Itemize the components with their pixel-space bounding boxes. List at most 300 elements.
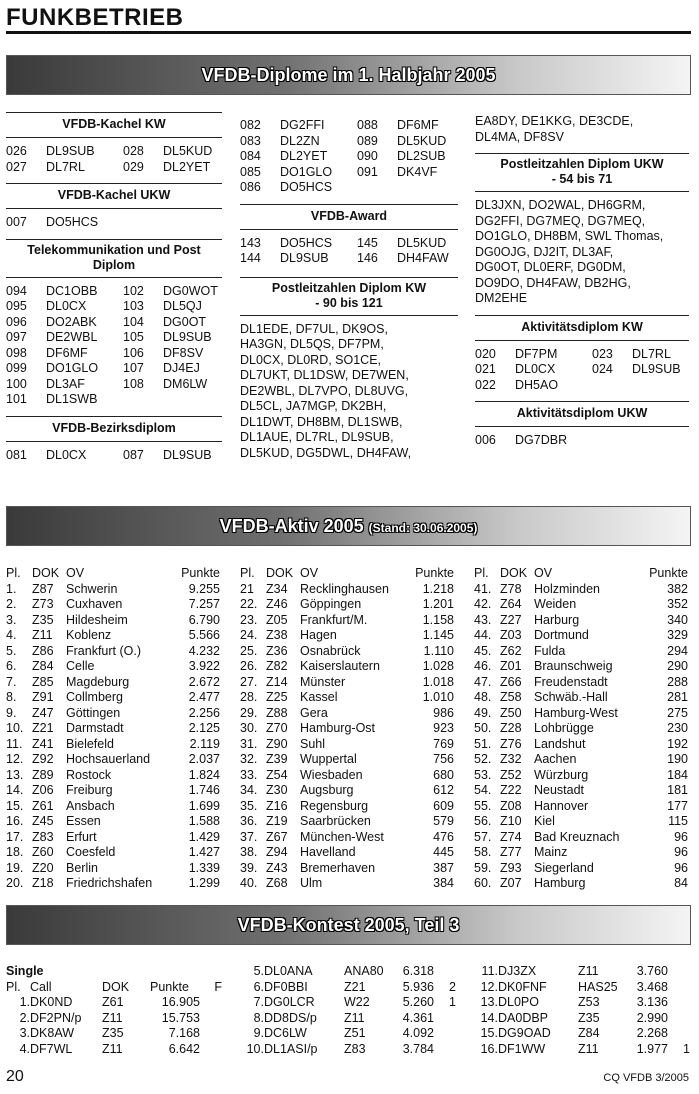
rank: 26.: [240, 659, 258, 673]
diploma-number: 108: [123, 376, 144, 391]
dok: Z08: [500, 798, 522, 813]
ov: Freudenstadt: [534, 674, 608, 689]
punkte: 3.468: [636, 979, 668, 994]
ov: Kaiserslautern: [300, 659, 380, 673]
plz-kw-title: Postleitzahlen Diplom KW - 90 bis 121: [240, 277, 458, 316]
ov: Siegerland: [534, 860, 594, 875]
aktiv-row: [240, 613, 454, 629]
diploma-number: 029: [123, 159, 144, 174]
ov: Cuxhaven: [66, 597, 123, 611]
ov: Essen: [66, 814, 101, 828]
diploma-number: [123, 215, 163, 231]
ov: Suhl: [300, 736, 326, 751]
call-list-line: DL0CX, DL0RD, SO1CE,: [240, 352, 382, 367]
aktiv-row: [474, 582, 688, 598]
diploma-number: 143: [240, 235, 261, 250]
ov: Hochsauerland: [66, 752, 151, 766]
rank: 25.: [240, 643, 258, 658]
aktiv-row: [6, 737, 220, 753]
dok: Z58: [500, 690, 522, 704]
ov: Coesfeld: [66, 845, 116, 859]
aktiv-row: [6, 613, 220, 629]
aktiv-row: [474, 783, 688, 799]
ov: Wiesbaden: [300, 767, 363, 782]
aktiv-row: [240, 845, 454, 861]
col-header-punkte: Punkte: [649, 566, 688, 580]
ov: Havelland: [300, 845, 356, 859]
band-kontest: VFDB-Kontest 2005, Teil 3: [6, 905, 691, 945]
diploma-call: DL9SUB: [46, 144, 95, 158]
f: [200, 1026, 222, 1042]
rank: 33.: [240, 767, 258, 782]
rank: 60.: [474, 876, 492, 890]
col-header-ov: OV: [300, 566, 319, 580]
ov: Fulda: [534, 643, 566, 658]
dok: Z21: [344, 979, 366, 994]
diploma-number: 021: [475, 362, 496, 376]
rank: 31.: [240, 736, 258, 751]
ov: Frankfurt (O.): [66, 643, 142, 658]
kachel-ukw-table: [6, 215, 163, 231]
punkte: 6.318: [402, 964, 434, 978]
aktiv-header-row: [6, 566, 220, 582]
rank: 37.: [240, 829, 258, 844]
call-list-line: DO1GLO, DH8BM, SWL Thomas,: [475, 229, 664, 243]
punkte: 290: [667, 659, 688, 673]
dok: Z11: [102, 1010, 123, 1025]
diploma-number: 088: [357, 118, 378, 132]
f: 1: [683, 1041, 690, 1056]
dok: Z21: [32, 721, 54, 735]
call: DL0ANA: [264, 964, 313, 978]
diploma-call: DJ4EJ: [163, 361, 200, 375]
diploma-number: 104: [123, 314, 144, 329]
ov: Erfurt: [66, 829, 97, 844]
punkte: 5.566: [188, 628, 220, 642]
aktiv-kw-title: Aktivitätsdiplom KW: [475, 315, 689, 341]
aktiv-header-row: [474, 566, 688, 582]
rank: 23.: [240, 612, 258, 627]
aktiv-row: [474, 861, 688, 877]
punkte: 96: [674, 860, 688, 875]
rank: 4.: [6, 628, 17, 642]
punkte: 2.268: [636, 1026, 668, 1040]
dok: Z35: [102, 1026, 124, 1040]
kontest-row: [474, 980, 690, 996]
aktiv-row: [474, 876, 688, 892]
diploma-number: 023: [592, 346, 613, 361]
call: DF0BBI: [264, 979, 308, 994]
aktiv-row: [6, 582, 220, 598]
ov: Frankfurt/M.: [300, 612, 368, 627]
ov: Bremerhaven: [300, 860, 376, 875]
kontest-row: [474, 1011, 690, 1027]
punkte: 769: [433, 736, 454, 751]
dok: Z46: [266, 597, 288, 611]
dok: Z62: [500, 643, 522, 658]
aktiv-kw-table: [475, 347, 681, 394]
diploma-call: DF6MF: [397, 118, 439, 132]
f: [434, 1026, 456, 1042]
dok: Z03: [500, 628, 522, 642]
aktiv-row: [6, 675, 220, 691]
diploma-call: DL2YET: [163, 159, 211, 174]
rank: 14.: [480, 1010, 498, 1025]
diploma-number: 096: [6, 314, 27, 329]
punkte: 3.760: [636, 964, 668, 978]
dok: Z54: [266, 767, 288, 782]
diploma-number: 083: [240, 133, 261, 148]
punkte: 15.753: [161, 1010, 200, 1025]
diploma-row: [6, 330, 218, 346]
punkte: 7.168: [168, 1026, 200, 1040]
dok: Z05: [266, 612, 288, 627]
punkte: 986: [433, 705, 454, 720]
punkte: 1.427: [188, 845, 220, 859]
kontest-row: [6, 995, 222, 1011]
rank: 12.: [480, 979, 498, 994]
diploma-call: DO5HCS: [280, 235, 333, 250]
punkte: 1.201: [422, 597, 454, 611]
ov: Magdeburg: [66, 674, 130, 689]
rank: 59.: [474, 860, 492, 875]
punkte: 3.136: [636, 995, 668, 1009]
aktiv-row: [474, 675, 688, 691]
punkte: 2.477: [188, 690, 220, 704]
rank: 55.: [474, 798, 492, 813]
diploma-call: DL0CX: [46, 447, 87, 462]
rank: 49.: [474, 705, 492, 720]
diploma-number: 106: [123, 345, 144, 360]
call-list-line: EA8DY, DE1KKG, DE3CDE,: [475, 114, 634, 128]
dok: Z18: [32, 876, 54, 890]
band-aktiv-title: VFDB-Aktiv 2005: [219, 516, 364, 536]
rank: 11.: [481, 964, 498, 978]
dok: Z70: [266, 721, 288, 735]
diploma-number: [123, 392, 163, 408]
dok: Z64: [500, 597, 522, 611]
dok: Z14: [266, 674, 288, 689]
diploma-call: DL9SUB: [280, 251, 329, 265]
aktiv-col1: [6, 566, 222, 892]
diploma-call: DL2ZN: [280, 133, 320, 148]
diploma-row: [240, 180, 446, 196]
aktiv-ukw-title: Aktivitätsdiplom UKW: [475, 401, 689, 427]
diplome-col3: [475, 114, 689, 449]
punkte: 9.255: [188, 581, 220, 596]
punkte: 2.672: [188, 674, 220, 689]
punkte: 2.990: [636, 1010, 668, 1025]
punkte: 2.119: [189, 736, 220, 751]
dok: Z11: [32, 628, 53, 642]
ov: Recklinghausen: [300, 581, 389, 596]
rank: 15.: [6, 798, 24, 813]
diploma-row: [6, 299, 218, 315]
ov: Wuppertal: [300, 752, 357, 766]
diploma-call: DF6MF: [46, 345, 88, 360]
rank: 27.: [240, 674, 258, 689]
punkte: 3.922: [188, 659, 220, 673]
dok: Z61: [32, 798, 54, 813]
ov: Braunschweig: [534, 659, 613, 673]
call-list-line: DO9DO, DH4FAW, DB2HG,: [475, 275, 631, 290]
ov: Dortmund: [534, 628, 589, 642]
punkte: 96: [674, 829, 688, 844]
dok: Z50: [500, 705, 522, 720]
rank: 50.: [474, 721, 492, 735]
kontest-header-row: [6, 980, 222, 996]
dok: Z35: [578, 1010, 600, 1025]
diploma-row: [240, 251, 449, 267]
aktiv-col3: [474, 566, 690, 892]
dok: Z20: [32, 860, 54, 875]
punkte: 1.429: [188, 829, 220, 844]
f: 1: [449, 995, 456, 1009]
diploma-number: 144: [240, 251, 261, 265]
aktiv-row: [6, 814, 220, 830]
kontest-row: [6, 1011, 222, 1027]
col-header-punkte: Punkte: [415, 566, 454, 580]
aktiv-row: [6, 690, 220, 706]
diploma-call: DL5KUD: [397, 235, 447, 250]
diploma-row: [6, 361, 218, 377]
col-header-f: F: [214, 979, 222, 994]
punkte: 6.642: [168, 1041, 200, 1056]
punkte: 6.790: [188, 612, 220, 627]
plz-ukw-title: Postleitzahlen Diplom UKW - 54 bis 71: [475, 153, 689, 192]
kontest-row: [474, 964, 690, 980]
col-header-ov: OV: [534, 566, 553, 580]
dok: Z73: [32, 597, 54, 611]
ov: Berlin: [66, 860, 98, 875]
col-header-call: Call: [30, 979, 52, 994]
call-list-line: DG2FFI, DG7MEQ, DG7MEQ,: [475, 213, 646, 228]
diploma-number: 102: [123, 283, 144, 298]
aktiv-row: [474, 690, 688, 706]
band-diplome: VFDB-Diplome im 1. Halbjahr 2005: [6, 55, 691, 95]
rank: 15.: [480, 1026, 498, 1040]
dok: Z38: [266, 628, 288, 642]
diploma-number: 085: [240, 164, 261, 179]
kontest-single-label: Single: [6, 964, 44, 978]
rank: 3.: [19, 1026, 30, 1040]
punkte: 1.110: [423, 643, 454, 658]
rank: 1.: [6, 581, 17, 596]
diploma-call: DO2ABK: [46, 314, 97, 329]
call: DK0ND: [30, 995, 73, 1009]
dok: Z94: [266, 845, 288, 859]
dok: Z45: [32, 814, 54, 828]
diploma-number: 105: [123, 330, 144, 344]
dok: ANA80: [344, 964, 384, 978]
diploma-number: 098: [6, 345, 27, 360]
rank: 29.: [240, 705, 258, 720]
diploma-call: DO5HCS: [280, 180, 333, 194]
rank: 8.: [6, 690, 17, 704]
punkte: 1.339: [188, 860, 220, 875]
kachel-ukw-title: VFDB-Kachel UKW: [6, 183, 222, 209]
dok: Z35: [32, 612, 54, 627]
rank: 39.: [240, 860, 258, 875]
dok: Z11: [578, 964, 599, 978]
rank: 43.: [474, 612, 492, 627]
rank: 56.: [474, 814, 492, 828]
aktiv-row: [474, 706, 688, 722]
ov: Collmberg: [66, 690, 123, 704]
dok: Z10: [500, 814, 522, 828]
diploma-number: 007: [6, 215, 27, 229]
ov: Bielefeld: [66, 736, 114, 751]
aktiv-row: [240, 799, 454, 815]
dok: Z84: [578, 1026, 600, 1040]
dok: Z86: [32, 643, 54, 658]
ov: Hamburg-West: [534, 705, 618, 720]
journal-name: CQ VFDB 3/2005: [603, 1072, 689, 1084]
diploma-call: DO5HCS: [46, 215, 99, 229]
call-list-line: DG0OJG, DJ2IT, DL3AF,: [475, 244, 614, 259]
ov: Gera: [300, 705, 328, 720]
col-header-punkte: Punkte: [181, 566, 220, 580]
dok: HAS25: [578, 979, 618, 994]
kontest-row: [240, 964, 456, 980]
ov: Mainz: [534, 845, 568, 859]
punkte: 4.092: [402, 1026, 434, 1040]
diploma-call: DL7RL: [632, 346, 671, 361]
rank: 24.: [240, 628, 258, 642]
punkte: 5.260: [402, 995, 434, 1009]
dok: Z92: [32, 752, 54, 766]
dok: Z11: [344, 1010, 365, 1025]
rank: 34.: [240, 783, 258, 797]
call-list-line: DL1AUE, DL7RL, DL9SUB,: [240, 430, 394, 444]
ov: Hamburg-Ost: [300, 721, 376, 735]
diploma-number: 082: [240, 118, 261, 132]
call-list-line: DE2WBL, DL7VPO, DL8UVG,: [240, 383, 409, 398]
f: [668, 1026, 690, 1042]
diploma-call: DG2FFI: [280, 118, 325, 132]
diploma-call: DL2YET: [280, 149, 328, 163]
rank: 53.: [474, 767, 492, 782]
dok: Z43: [266, 860, 288, 875]
dok: Z07: [500, 876, 522, 890]
col-header-pl: Pl.: [240, 566, 255, 580]
diploma-row: [6, 144, 212, 160]
punkte: 476: [433, 829, 454, 844]
col-header-punkte: Punkte: [150, 979, 189, 994]
punkte: 4.361: [402, 1010, 434, 1025]
dok: Z28: [500, 721, 522, 735]
rank: 3.: [6, 612, 17, 627]
call: DK8AW: [30, 1026, 74, 1040]
ov: Harburg: [534, 612, 580, 627]
diploma-number: 101: [6, 392, 27, 406]
band-aktiv: [6, 506, 691, 546]
ov: Schwerin: [66, 581, 118, 596]
dok: Z47: [32, 705, 54, 720]
diploma-call: DF8SV: [163, 345, 204, 360]
aktiv-row: [474, 628, 688, 644]
diploma-row: [6, 160, 212, 176]
aktiv-row: [6, 628, 220, 644]
call-list-line: DL4MA, DF8SV: [475, 129, 564, 144]
diploma-number: 091: [357, 164, 378, 179]
diploma-row: [475, 433, 632, 449]
ov: München-West: [300, 829, 384, 844]
dok: Z84: [32, 659, 54, 673]
dok: Z91: [32, 690, 54, 704]
diploma-number: 024: [592, 362, 613, 376]
rank: 14.: [6, 783, 24, 797]
rank: 13.: [480, 995, 498, 1009]
kontest-row: [474, 995, 690, 1011]
kontest-row: [240, 1011, 456, 1027]
dok: Z82: [266, 659, 288, 673]
bezirk-title: VFDB-Bezirksdiplom: [6, 416, 222, 442]
call: DF2PN/p: [30, 1010, 82, 1025]
aktiv-row: [240, 768, 454, 784]
punkte: 612: [433, 783, 454, 797]
aktiv-row: [6, 845, 220, 861]
punkte: 115: [668, 814, 688, 828]
ov: Landshut: [534, 736, 586, 751]
punkte: 1.299: [188, 876, 220, 890]
rank: 42.: [474, 597, 492, 611]
kontest-row: [240, 1042, 456, 1058]
f: [200, 1011, 222, 1027]
rank: 16.: [480, 1041, 498, 1056]
aktiv-row: [240, 675, 454, 691]
rank: 7.: [253, 995, 264, 1009]
punkte: 1.018: [422, 674, 454, 689]
dok: Z77: [500, 845, 522, 859]
punkte: 387: [433, 860, 454, 875]
col-header-dok: DOK: [32, 566, 60, 580]
diploma-number: 107: [123, 361, 144, 375]
col-header-pl: Pl.: [474, 566, 489, 580]
ov: Hannover: [534, 798, 589, 813]
band-aktiv-stand: (Stand: 30.06.2005): [368, 521, 478, 535]
col-header-pl: Pl.: [6, 979, 21, 994]
kontest-row: [474, 1026, 690, 1042]
ov: Osnabrück: [300, 643, 361, 658]
diploma-number: 095: [6, 299, 27, 313]
ov: Aachen: [534, 752, 577, 766]
aktiv-row: [6, 768, 220, 784]
rank: 2.: [19, 1010, 30, 1025]
dok: Z30: [266, 783, 288, 797]
diploma-number: 084: [240, 149, 261, 163]
col2-top-table: [240, 118, 446, 196]
kontest-col3: [474, 964, 692, 1057]
aktiv-row: [6, 799, 220, 815]
rank: 28.: [240, 690, 258, 704]
diplome-col2: [240, 118, 458, 461]
ov: Hamburg: [534, 876, 586, 890]
call: DJ3ZX: [498, 964, 537, 978]
col-header-dok: DOK: [500, 566, 528, 580]
call: DL1ASI/p: [264, 1041, 318, 1056]
aktiv-header-row: [240, 566, 454, 582]
aktiv-row: [6, 721, 220, 737]
dok: Z76: [500, 736, 522, 751]
diploma-call: DL1SWB: [46, 392, 98, 406]
diploma-row: [6, 448, 212, 464]
diploma-number: 027: [6, 159, 27, 174]
ov: Saarbrücken: [300, 814, 371, 828]
kontest-row: [240, 995, 456, 1011]
call: DK0FNF: [498, 979, 547, 994]
f: 2: [449, 979, 456, 994]
